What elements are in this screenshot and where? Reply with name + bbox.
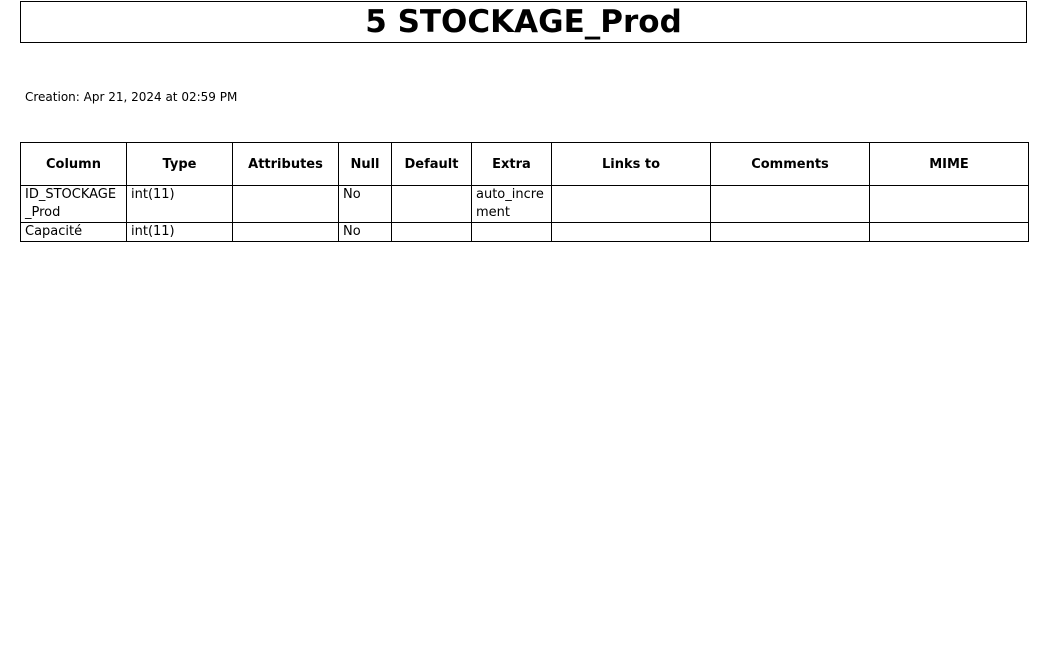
- header-attributes: Attributes: [233, 143, 339, 186]
- table-structure: [20, 142, 1029, 242]
- header-type: Type: [127, 143, 233, 186]
- cell-mime: [870, 223, 1029, 242]
- cell-null: No: [339, 223, 392, 242]
- header-links-to: Links to: [552, 143, 711, 186]
- header-default: Default: [392, 143, 472, 186]
- table-header-row: [21, 143, 1029, 186]
- header-null: Null: [339, 143, 392, 186]
- header-column: Column: [21, 143, 127, 186]
- cell-type: int(11): [127, 186, 233, 223]
- page-title-box: [20, 1, 1027, 43]
- cell-links-to: [552, 186, 711, 223]
- cell-links-to: [552, 223, 711, 242]
- header-mime: MIME: [870, 143, 1029, 186]
- cell-comments: [711, 223, 870, 242]
- cell-mime: [870, 186, 1029, 223]
- creation-date: Creation: Apr 21, 2024 at 02:59 PM: [25, 90, 238, 104]
- cell-attributes: [233, 186, 339, 223]
- cell-column: Capacité: [21, 223, 127, 242]
- cell-column: ID_STOCKAGE_Prod: [21, 186, 127, 223]
- cell-default: [392, 223, 472, 242]
- table-row: [21, 223, 1029, 242]
- cell-comments: [711, 186, 870, 223]
- cell-extra: auto_increment: [472, 186, 552, 223]
- table-row: [21, 186, 1029, 223]
- cell-type: int(11): [127, 223, 233, 242]
- header-extra: Extra: [472, 143, 552, 186]
- header-comments: Comments: [711, 143, 870, 186]
- page-title: 5 STOCKAGE_Prod: [365, 3, 682, 40]
- cell-null: No: [339, 186, 392, 223]
- cell-extra: [472, 223, 552, 242]
- cell-attributes: [233, 223, 339, 242]
- cell-default: [392, 186, 472, 223]
